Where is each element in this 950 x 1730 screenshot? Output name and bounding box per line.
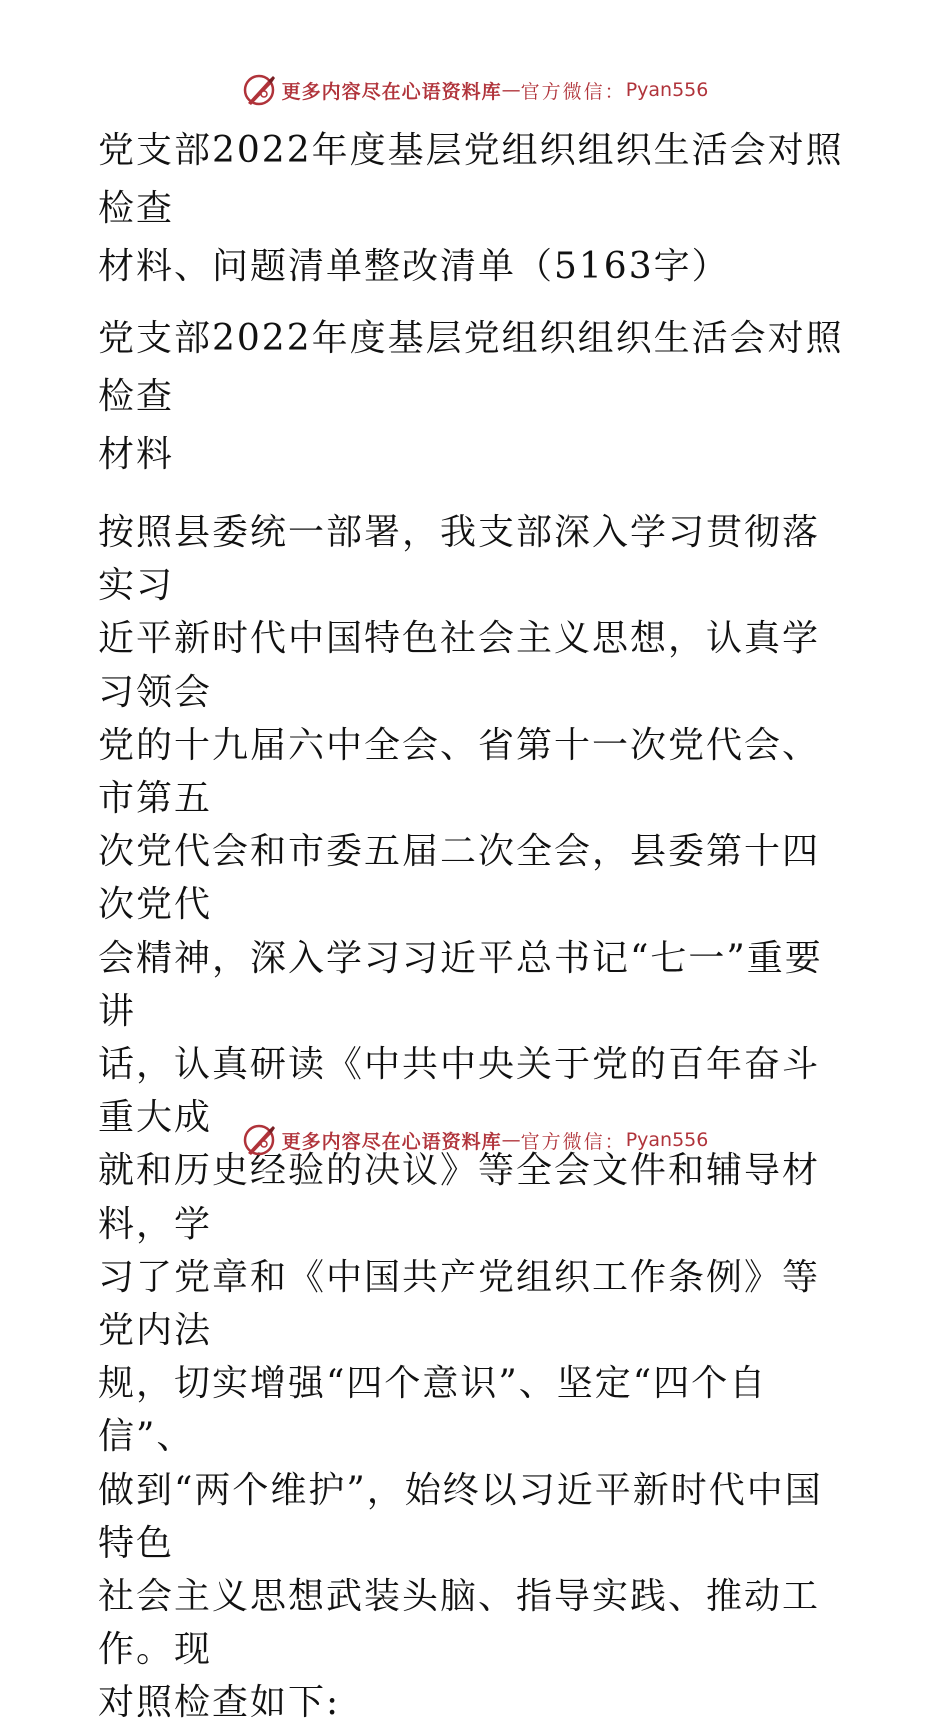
quill-pen-logo-icon bbox=[242, 1123, 276, 1157]
header-watermark bbox=[0, 70, 950, 110]
watermark-site-text: 更多内容尽在心语资料库 bbox=[281, 80, 502, 103]
watermark-dash: — bbox=[501, 79, 521, 101]
document-title: 党支部2022年度基层党组织组织生活会对照检查 材料、问题清单整改清单（5163字） bbox=[98, 130, 844, 287]
watermark-wechat-id: Pyan556 bbox=[625, 1129, 709, 1151]
footer-watermark bbox=[0, 1120, 950, 1160]
watermark-site-text: 更多内容尽在心语资料库 bbox=[281, 1130, 502, 1153]
watermark-wechat-label: 官方微信： bbox=[520, 80, 626, 103]
watermark-wechat-id: Pyan556 bbox=[625, 79, 709, 101]
document-content bbox=[98, 122, 850, 1730]
quill-pen-logo-icon bbox=[242, 73, 276, 107]
watermark-wechat-label: 官方微信： bbox=[520, 1130, 626, 1153]
watermark-dash: — bbox=[501, 1129, 521, 1151]
document-body-paragraph: 按照县委统一部署，我支部深入学习贯彻落实习 近平新时代中国特色社会主义思想，认真学习领会 党的十九届六中全会、省第十一次党代会、市第五 次党代会和市委五届二次全会，县委第十四次党代 会精神，深入学习习近平总书记“七一”重要讲 话，认真研读《中共中央关于党的百年奋斗重大成 就和历史经验的决议》等全会文件和辅导材料，学 习了党章和《中国共产党组织工作条例》等党内法 规，切实增强“四个意识”、坚定“四个自信”、 做到“两个维护”，始终以习近平新时代中国特色 社会主义思想武装头脑、指导实践、推动工作。现 对照检查如下: bbox=[98, 512, 823, 1724]
document-subtitle: 党支部2022年度基层党组织组织生活会对照检查 材料 bbox=[98, 318, 844, 475]
